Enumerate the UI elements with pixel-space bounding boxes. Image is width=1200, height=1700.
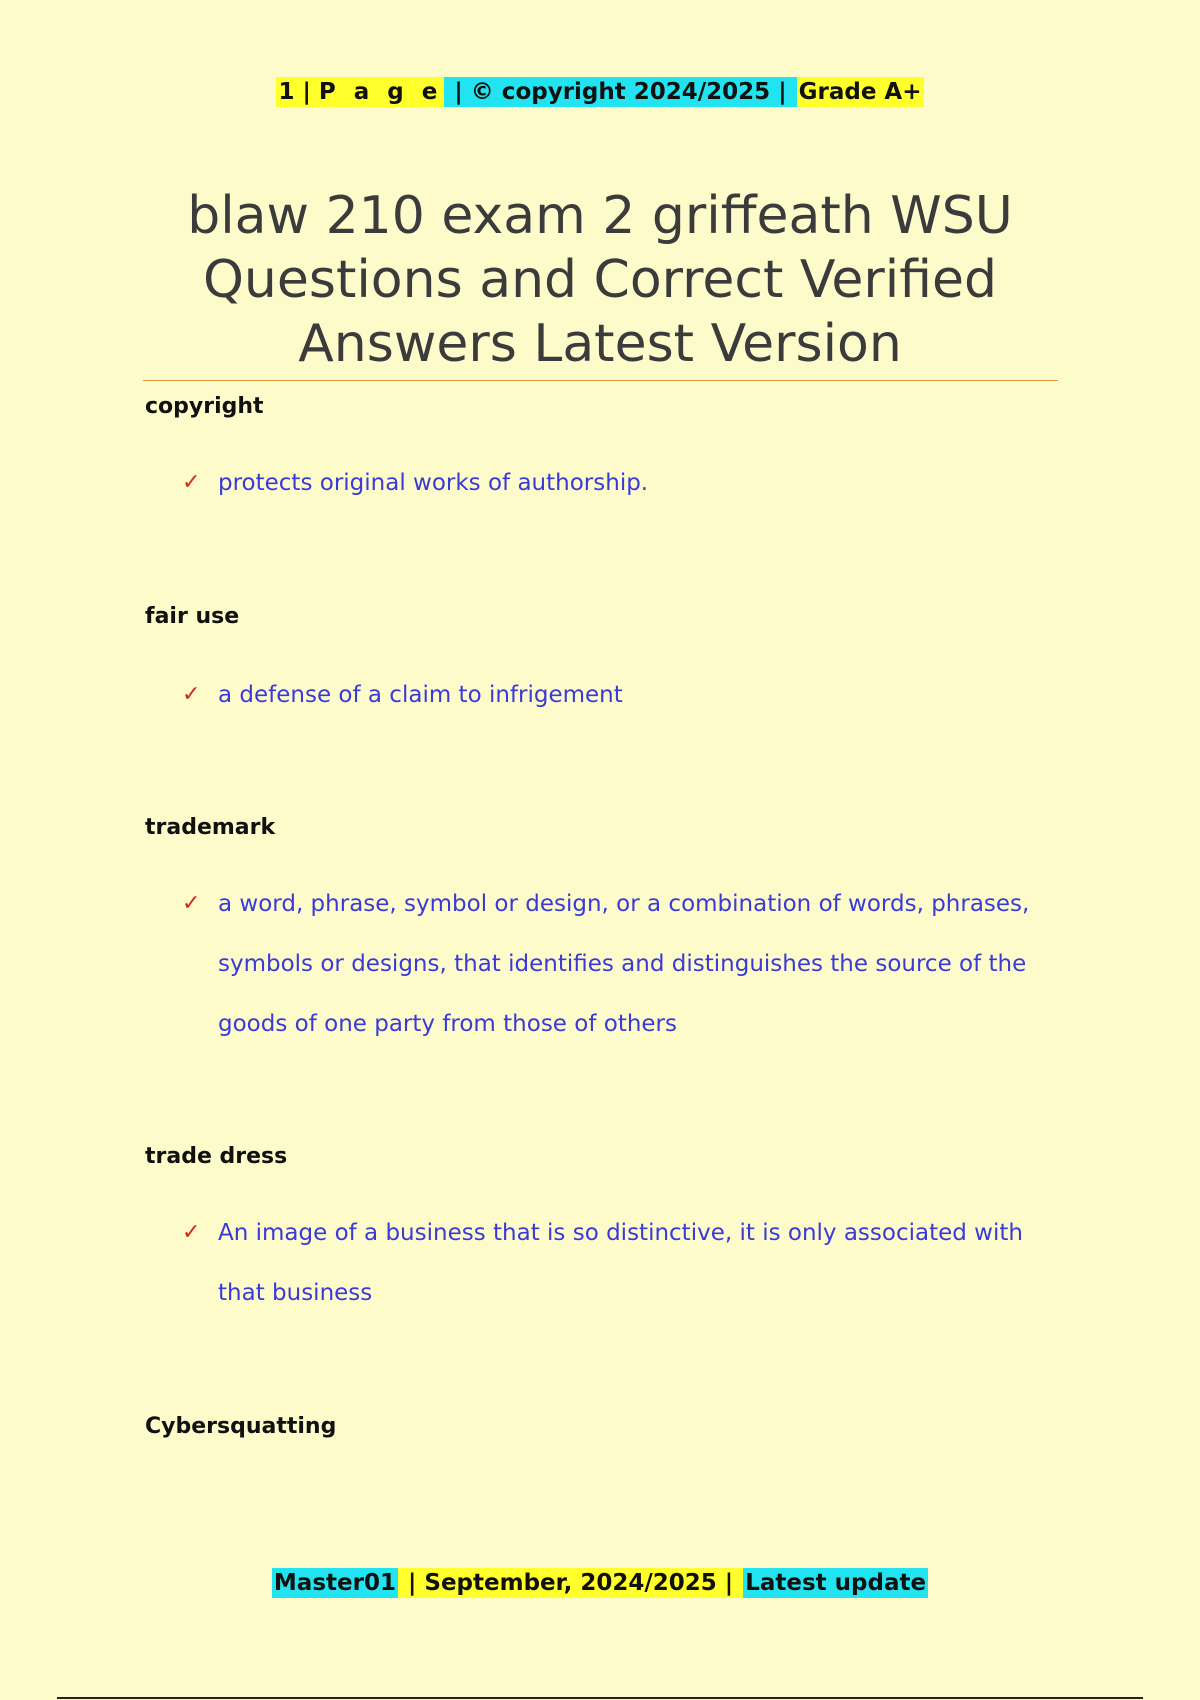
copyright-highlight: | © copyright 2024/2025 |	[446, 79, 795, 105]
term-copyright: copyright	[145, 394, 264, 419]
answer-copyright	[182, 453, 1062, 513]
answer-text: a word, phrase, symbol or design, or a combination of words, phrases, symbols or designs, that identifies and distinguishes the source of the goods of one party from those of others	[218, 891, 1030, 1037]
page-number: 1	[278, 79, 295, 105]
document-title: blaw 210 exam 2 griffeath WSU Questions and Correct Verified Answers Latest Version	[187, 186, 1013, 374]
update-badge: Latest update	[745, 1570, 927, 1596]
copyright-text: © copyright 2024/2025	[470, 79, 771, 105]
check-icon: ✓	[182, 1220, 201, 1245]
term-trade-dress: trade dress	[145, 1144, 288, 1169]
answer-text: protects original works of authorship.	[218, 470, 649, 496]
term-cybersquatting: Cybersquatting	[145, 1414, 337, 1439]
answer-fair-use	[182, 665, 1062, 725]
answer-trade-dress	[182, 1203, 1062, 1323]
answer-text: a defense of a claim to infrigement	[218, 682, 623, 708]
page-number-highlight: 1 | P a g e	[278, 79, 443, 105]
check-icon: ✓	[182, 470, 201, 495]
check-icon: ✓	[182, 682, 201, 707]
title-divider	[143, 380, 1058, 381]
date-highlight: | September, 2024/2025 |	[399, 1570, 742, 1596]
author-badge: Master01	[273, 1570, 396, 1596]
check-icon: ✓	[182, 891, 201, 916]
bottom-divider	[57, 1697, 1143, 1699]
term-trademark: trademark	[145, 815, 276, 840]
grade-badge: Grade A+	[798, 79, 922, 105]
page-header	[0, 76, 1200, 108]
page-label: P a g e	[318, 79, 443, 105]
answer-trademark	[182, 874, 1062, 1054]
date-text: September, 2024/2025	[424, 1570, 717, 1596]
page-footer	[0, 1567, 1200, 1599]
term-fair-use: fair use	[145, 604, 240, 629]
answer-text: An image of a business that is so distinctive, it is only associated with that business	[218, 1220, 1023, 1306]
